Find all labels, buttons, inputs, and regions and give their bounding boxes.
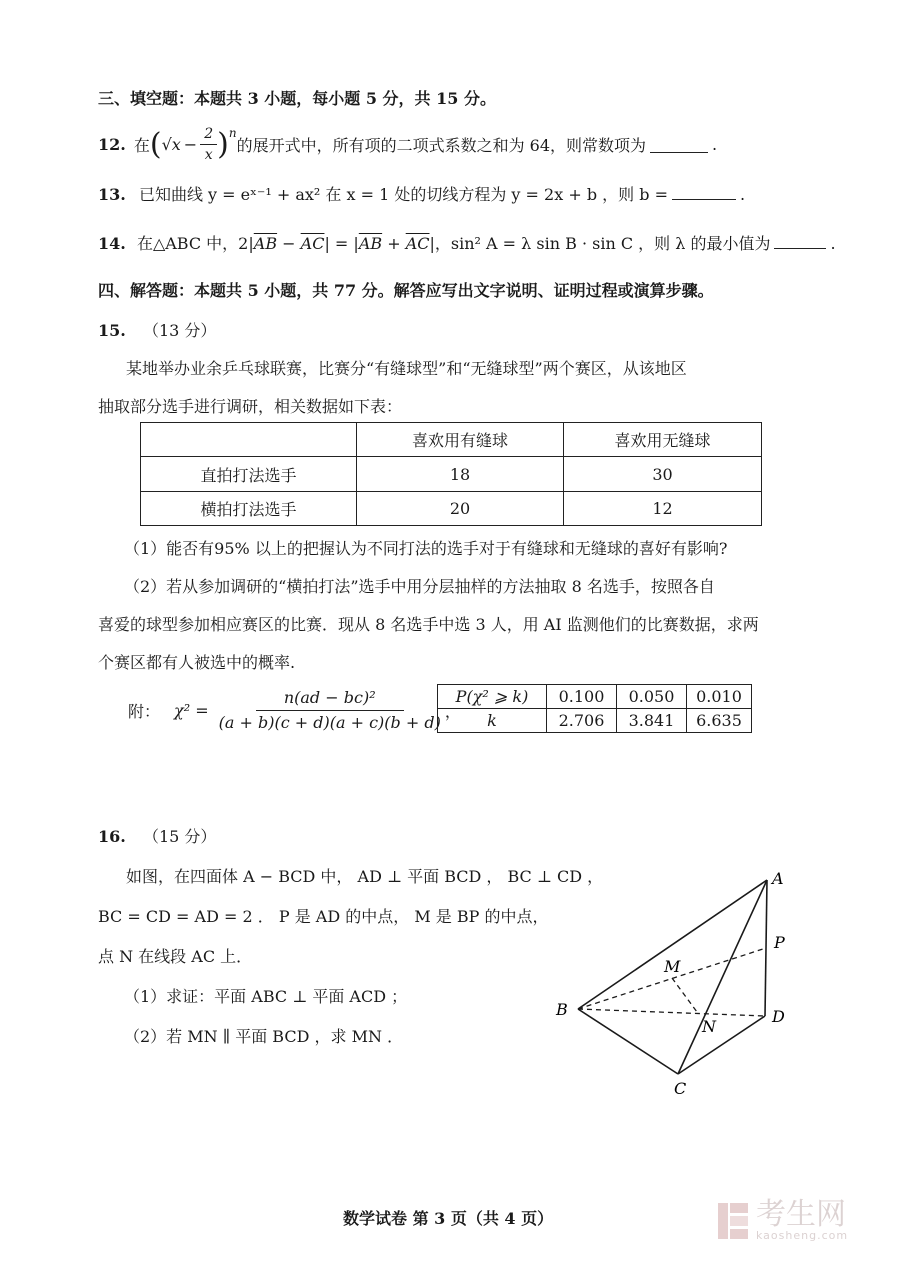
question-16-header	[98, 824, 216, 847]
q14-vector-ac-2: $\overline{AC}$	[405, 234, 430, 253]
question-number: 14.	[98, 234, 126, 253]
edge-BD-hidden	[578, 1009, 765, 1016]
table-cell: 6.635	[687, 709, 752, 733]
label-B: B	[556, 1000, 568, 1019]
tetrahedron-figure	[550, 862, 800, 1102]
table-cell: 0.100	[547, 685, 617, 709]
table-header-cell	[141, 423, 357, 457]
q16-line2: BC = CD = AD = 2 ． P 是 AD 的中点， M 是 BP 的中点，	[98, 907, 549, 926]
table-header-cell: 喜欢用无缝球	[564, 423, 762, 457]
table-cell: 0.050	[617, 685, 687, 709]
q12-fraction	[200, 126, 217, 163]
page-footer: 数学试卷 第 3 页（共 4 页）	[343, 1209, 554, 1228]
q14-end: .	[830, 234, 836, 253]
q12-minus: −	[183, 135, 198, 154]
label-C: C	[674, 1079, 687, 1098]
chi-denominator: (a + b)(c + d)(a + c)(b + d)	[218, 713, 441, 732]
q12-expression: ( √x − $\frac{2}{x}$ ) n	[149, 126, 237, 163]
q14-vector-ab-2: $\overline{AB}$	[358, 234, 383, 253]
table-cell: P(χ² ⩾ k)	[438, 685, 547, 709]
q16-part2: （2）若 MN ∥ 平面 BCD ，求 MN ．	[124, 1027, 404, 1046]
q16-line1: 如图，在四面体 A − BCD 中， AD ⊥ 平面 BCD ， BC ⊥ CD ，	[126, 867, 604, 886]
label-M: M	[664, 957, 681, 976]
table-cell: 12	[564, 492, 762, 526]
appendix-label: 附：	[128, 701, 161, 721]
q12-frac-den: x	[204, 147, 213, 163]
q15-data-table	[140, 422, 762, 526]
segment-MN-hidden	[672, 978, 697, 1012]
table-cell: 20	[357, 492, 564, 526]
q15-line2: 抽取部分选手进行调研，相关数据如下表：	[98, 397, 403, 416]
q12-text: 的展开式中，所有项的二项式系数之和为 64，则常数项为	[236, 136, 647, 155]
q15-critical-value-table	[437, 684, 752, 733]
section3-heading: 三、填空题：本题共 3 小题，每小题 5 分，共 15 分。	[98, 89, 496, 108]
table-row	[141, 457, 762, 492]
question-15-header	[98, 318, 216, 341]
table-cell: 直拍打法选手	[141, 457, 357, 492]
label-D: D	[772, 1007, 785, 1026]
question-number: 16.	[98, 827, 126, 846]
q14-mid: | = |	[324, 234, 359, 253]
section4-heading: 四、解答题：本题共 5 小题，共 77 分。解答应写出文字说明、证明过程或演算步骤。	[98, 281, 714, 300]
watermark-brand: 考生网	[756, 1197, 846, 1232]
chi-square-fraction	[215, 688, 445, 732]
appendix-comma: ，	[444, 701, 461, 721]
q13-end: .	[739, 185, 746, 204]
q14-vector-ab: $\overline{AB}$	[253, 234, 278, 253]
watermark	[716, 1197, 849, 1242]
table-cell: 横拍打法选手	[141, 492, 357, 526]
q16-score: （15 分）	[142, 827, 217, 846]
table-row	[438, 685, 752, 709]
edge-BC	[578, 1009, 678, 1074]
q12-sqrt: √x	[161, 135, 181, 154]
q14-answer-blank[interactable]	[774, 232, 826, 249]
q12-end: .	[712, 135, 718, 154]
label-P: P	[774, 933, 785, 952]
q13-text: 已知曲线 y = eˣ⁻¹ + ax² 在 x = 1 处的切线方程为 y = 2x + b ，则 b =	[138, 185, 668, 204]
q12-prefix: 在	[133, 136, 150, 155]
chi-square-lhs: χ² =	[174, 700, 209, 720]
question-number: 13.	[98, 185, 126, 204]
watermark-site: kaosheng.com	[756, 1229, 849, 1242]
q15-score: （13 分）	[142, 321, 217, 340]
q16-part1: （1）求证：平面 ABC ⊥ 平面 ACD ；	[124, 987, 408, 1006]
q14-text: |，sin² A = λ sin B · sin C ，则 λ 的最小值为	[429, 234, 771, 253]
table-cell: 3.841	[617, 709, 687, 733]
chi-numerator: n(ad − bc)²	[256, 688, 404, 711]
table-cell: 2.706	[547, 709, 617, 733]
q14-vector-ac: $\overline{AC}$	[300, 234, 325, 253]
table-cell: 0.010	[687, 685, 752, 709]
question-number: 15.	[98, 321, 126, 340]
edge-BA	[578, 880, 767, 1009]
question-13	[98, 182, 745, 205]
table-cell: 18	[357, 457, 564, 492]
q15-part2-line1: （2）若从参加调研的“横拍打法”选手中用分层抽样的方法抽取 8 名选手，按照各自	[124, 577, 715, 596]
table-row	[141, 492, 762, 526]
q14-minus: −	[277, 234, 301, 253]
label-N: N	[702, 1017, 716, 1036]
label-A: A	[772, 869, 784, 888]
q13-answer-blank[interactable]	[672, 183, 736, 200]
q12-answer-blank[interactable]	[650, 136, 708, 153]
question-14	[98, 231, 836, 254]
table-header-cell: 喜欢用有缝球	[357, 423, 564, 457]
table-row	[438, 709, 752, 733]
q15-part2-line3: 个赛区都有人被选中的概率.	[98, 653, 296, 672]
q15-part1: （1）能否有95% 以上的把握认为不同打法的选手对于有缝球和无缝球的喜好有影响?	[124, 539, 728, 558]
q16-line3: 点 N 在线段 AC 上．	[98, 947, 253, 966]
q14-prefix: 在△ABC 中，2|	[136, 234, 254, 253]
edge-AD	[765, 880, 767, 1016]
question-12	[98, 126, 717, 163]
watermark-logo-icon	[716, 1201, 750, 1241]
q12-frac-num: 2	[200, 126, 217, 145]
q12-power: n	[228, 126, 237, 140]
table-cell: k	[438, 709, 547, 733]
q15-appendix-formula	[128, 684, 461, 736]
question-number: 12.	[98, 135, 126, 154]
q15-part2-line2: 喜爱的球型参加相应赛区的比赛．现从 8 名选手中选 3 人，用 AI 监测他们的比赛数据，求两	[98, 615, 759, 634]
q15-line1: 某地举办业余乒乓球联赛，比赛分“有缝球型”和“无缝球型”两个赛区，从该地区	[126, 359, 687, 378]
q14-plus: +	[382, 234, 406, 253]
table-cell: 30	[564, 457, 762, 492]
